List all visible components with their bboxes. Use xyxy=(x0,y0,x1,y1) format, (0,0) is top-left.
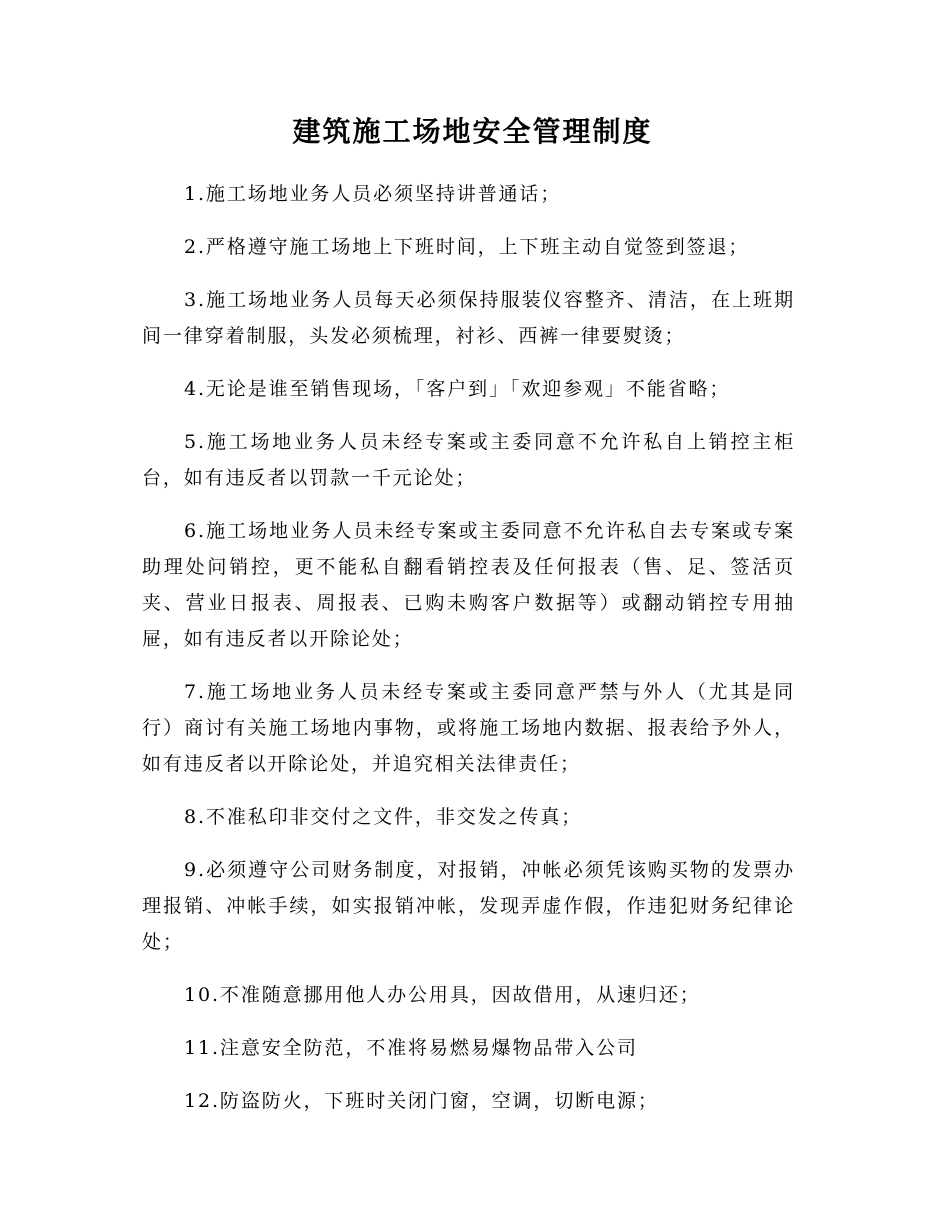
rule-item-11: 11.注意安全防范，不准将易燃易爆物品带入公司 xyxy=(184,1037,638,1059)
rule-item-9: 9.必须遵守公司财务制度，对报销，冲帐必须凭该购买物的发票办理报销、冲帐手续，如实报销冲帐，发现弄虚作假，作违犯财务纪律论处； xyxy=(142,859,795,953)
rules-list xyxy=(142,176,795,1119)
document-title: 建筑施工场地安全管理制度 xyxy=(292,115,653,148)
rule-item-5: 5.施工场地业务人员未经专案或主委同意不允许私自上销控主柜台，如有违反者以罚款一千元论处； xyxy=(142,431,795,489)
rule-item-1: 1.施工场地业务人员必须坚持讲普通话； xyxy=(184,183,562,205)
rule-item-10: 10.不准随意挪用他人办公用具，因故借用，从速归还； xyxy=(184,984,701,1006)
rule-item-8: 8.不准私印非交付之文件，非交发之传真； xyxy=(184,806,583,828)
rule-item-3: 3.施工场地业务人员每天必须保持服装仪容整齐、清洁，在上班期间一律穿着制服，头发必须梳理，衬衫、西裤一律要熨烫； xyxy=(142,289,795,347)
rule-item-7: 7.施工场地业务人员未经专案或主委同意严禁与外人（尤其是同行）商讨有关施工场地内事物，或将施工场地内数据、报表给予外人，如有违反者以开除论处，并追究相关法律责任； xyxy=(142,681,795,775)
rule-item-2: 2.严格遵守施工场地上下班时间，上下班主动自觉签到签退； xyxy=(184,236,750,258)
rule-item-4: 4.无论是谁至销售现场，「客户到」「欢迎参观」不能省略； xyxy=(184,378,731,400)
rule-item-12: 12.防盗防火，下班时关闭门窗，空调，切断电源； xyxy=(184,1090,659,1112)
rule-item-6: 6.施工场地业务人员未经专案或主委同意不允许私自去专案或专案助理处问销控，更不能私自翻看销控表及任何报表（售、足、签活页夹、营业日报表、周报表、已购未购客户数据等）或翻动销控专用抽屉，如有违反者以开除论处； xyxy=(142,520,795,650)
